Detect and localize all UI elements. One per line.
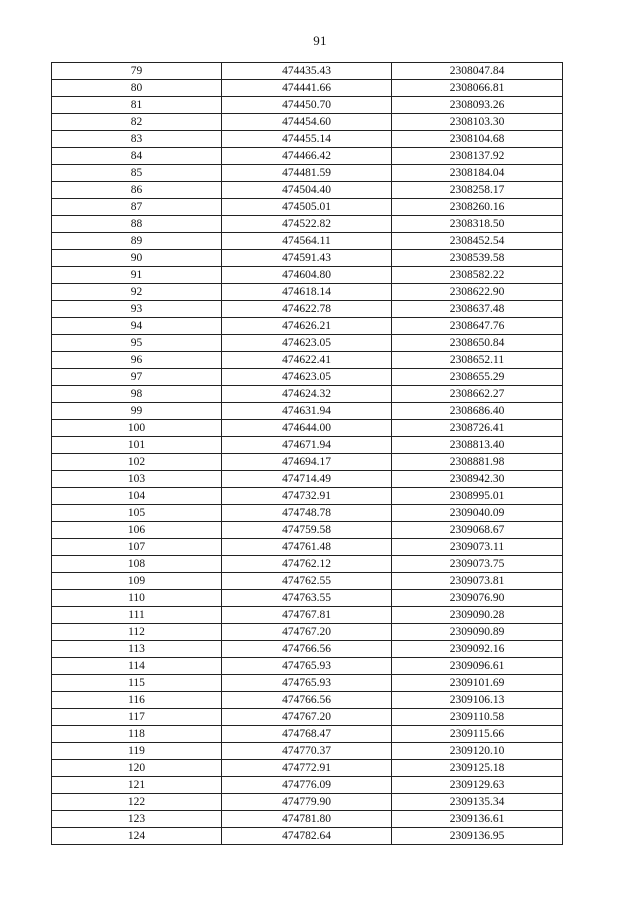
table-row [52, 301, 563, 318]
point-number-cell: 97 [52, 369, 222, 386]
x-coordinate-cell: 474770.37 [222, 743, 392, 760]
table-row [52, 794, 563, 811]
table-row [52, 454, 563, 471]
table-row [52, 250, 563, 267]
table-row [52, 692, 563, 709]
x-coordinate-cell: 474623.05 [222, 369, 392, 386]
y-coordinate-cell: 2308652.11 [392, 352, 563, 369]
y-coordinate-cell: 2309125.18 [392, 760, 563, 777]
point-number-cell: 91 [52, 267, 222, 284]
point-number-cell: 106 [52, 522, 222, 539]
point-number-cell: 96 [52, 352, 222, 369]
point-number-cell: 118 [52, 726, 222, 743]
x-coordinate-cell: 474748.78 [222, 505, 392, 522]
table-row [52, 369, 563, 386]
table-row [52, 267, 563, 284]
x-coordinate-cell: 474450.70 [222, 97, 392, 114]
point-number-cell: 115 [52, 675, 222, 692]
point-number-cell: 99 [52, 403, 222, 420]
y-coordinate-cell: 2308655.29 [392, 369, 563, 386]
x-coordinate-cell: 474759.58 [222, 522, 392, 539]
y-coordinate-cell: 2309096.61 [392, 658, 563, 675]
table-row [52, 488, 563, 505]
y-coordinate-cell: 2308184.04 [392, 165, 563, 182]
x-coordinate-cell: 474766.56 [222, 692, 392, 709]
point-number-cell: 112 [52, 624, 222, 641]
table-row [52, 573, 563, 590]
y-coordinate-cell: 2309092.16 [392, 641, 563, 658]
x-coordinate-cell: 474622.41 [222, 352, 392, 369]
y-coordinate-cell: 2309129.63 [392, 777, 563, 794]
x-coordinate-cell: 474604.80 [222, 267, 392, 284]
point-number-cell: 117 [52, 709, 222, 726]
x-coordinate-cell: 474765.93 [222, 675, 392, 692]
y-coordinate-cell: 2308647.76 [392, 318, 563, 335]
x-coordinate-cell: 474763.55 [222, 590, 392, 607]
point-number-cell: 92 [52, 284, 222, 301]
x-coordinate-cell: 474441.66 [222, 80, 392, 97]
table-row [52, 726, 563, 743]
y-coordinate-cell: 2308881.98 [392, 454, 563, 471]
y-coordinate-cell: 2308093.26 [392, 97, 563, 114]
x-coordinate-cell: 474762.55 [222, 573, 392, 590]
point-number-cell: 103 [52, 471, 222, 488]
x-coordinate-cell: 474622.78 [222, 301, 392, 318]
x-coordinate-cell: 474768.47 [222, 726, 392, 743]
table-row [52, 97, 563, 114]
x-coordinate-cell: 474466.42 [222, 148, 392, 165]
point-number-cell: 119 [52, 743, 222, 760]
table-row [52, 352, 563, 369]
y-coordinate-cell: 2308726.41 [392, 420, 563, 437]
y-coordinate-cell: 2308539.58 [392, 250, 563, 267]
y-coordinate-cell: 2308650.84 [392, 335, 563, 352]
point-number-cell: 101 [52, 437, 222, 454]
x-coordinate-cell: 474504.40 [222, 182, 392, 199]
point-number-cell: 84 [52, 148, 222, 165]
x-coordinate-cell: 474781.80 [222, 811, 392, 828]
point-number-cell: 79 [52, 63, 222, 80]
table-row [52, 216, 563, 233]
point-number-cell: 107 [52, 539, 222, 556]
table-row [52, 811, 563, 828]
x-coordinate-cell: 474761.48 [222, 539, 392, 556]
table-row [52, 403, 563, 420]
y-coordinate-cell: 2309040.09 [392, 505, 563, 522]
y-coordinate-cell: 2308995.01 [392, 488, 563, 505]
point-number-cell: 87 [52, 199, 222, 216]
point-number-cell: 82 [52, 114, 222, 131]
table-row [52, 675, 563, 692]
y-coordinate-cell: 2309101.69 [392, 675, 563, 692]
x-coordinate-cell: 474455.14 [222, 131, 392, 148]
table-row [52, 335, 563, 352]
x-coordinate-cell: 474671.94 [222, 437, 392, 454]
x-coordinate-cell: 474623.05 [222, 335, 392, 352]
point-number-cell: 83 [52, 131, 222, 148]
y-coordinate-cell: 2309068.67 [392, 522, 563, 539]
y-coordinate-cell: 2308103.30 [392, 114, 563, 131]
point-number-cell: 122 [52, 794, 222, 811]
table-row [52, 556, 563, 573]
point-number-cell: 109 [52, 573, 222, 590]
point-number-cell: 105 [52, 505, 222, 522]
point-number-cell: 110 [52, 590, 222, 607]
table-row [52, 709, 563, 726]
y-coordinate-cell: 2308622.90 [392, 284, 563, 301]
x-coordinate-cell: 474694.17 [222, 454, 392, 471]
point-number-cell: 120 [52, 760, 222, 777]
table-row [52, 80, 563, 97]
point-number-cell: 80 [52, 80, 222, 97]
x-coordinate-cell: 474454.60 [222, 114, 392, 131]
y-coordinate-cell: 2308258.17 [392, 182, 563, 199]
x-coordinate-cell: 474624.32 [222, 386, 392, 403]
x-coordinate-cell: 474626.21 [222, 318, 392, 335]
table-row [52, 505, 563, 522]
point-number-cell: 81 [52, 97, 222, 114]
y-coordinate-cell: 2309136.61 [392, 811, 563, 828]
table-row [52, 641, 563, 658]
x-coordinate-cell: 474765.93 [222, 658, 392, 675]
y-coordinate-cell: 2309090.89 [392, 624, 563, 641]
y-coordinate-cell: 2308813.40 [392, 437, 563, 454]
table-row [52, 420, 563, 437]
table-row [52, 165, 563, 182]
point-number-cell: 89 [52, 233, 222, 250]
y-coordinate-cell: 2309135.34 [392, 794, 563, 811]
table-row [52, 437, 563, 454]
point-number-cell: 85 [52, 165, 222, 182]
point-number-cell: 88 [52, 216, 222, 233]
point-number-cell: 114 [52, 658, 222, 675]
y-coordinate-cell: 2308662.27 [392, 386, 563, 403]
point-number-cell: 113 [52, 641, 222, 658]
table-row [52, 777, 563, 794]
coordinates-table [51, 62, 563, 845]
x-coordinate-cell: 474779.90 [222, 794, 392, 811]
x-coordinate-cell: 474644.00 [222, 420, 392, 437]
table-row [52, 148, 563, 165]
x-coordinate-cell: 474732.91 [222, 488, 392, 505]
point-number-cell: 111 [52, 607, 222, 624]
point-number-cell: 90 [52, 250, 222, 267]
y-coordinate-cell: 2308047.84 [392, 63, 563, 80]
table-row [52, 114, 563, 131]
y-coordinate-cell: 2309115.66 [392, 726, 563, 743]
point-number-cell: 108 [52, 556, 222, 573]
x-coordinate-cell: 474782.64 [222, 828, 392, 845]
y-coordinate-cell: 2309073.81 [392, 573, 563, 590]
table-row [52, 284, 563, 301]
x-coordinate-cell: 474481.59 [222, 165, 392, 182]
x-coordinate-cell: 474505.01 [222, 199, 392, 216]
point-number-cell: 121 [52, 777, 222, 794]
point-number-cell: 98 [52, 386, 222, 403]
x-coordinate-cell: 474767.20 [222, 624, 392, 641]
y-coordinate-cell: 2309073.11 [392, 539, 563, 556]
y-coordinate-cell: 2308137.92 [392, 148, 563, 165]
y-coordinate-cell: 2308066.81 [392, 80, 563, 97]
point-number-cell: 102 [52, 454, 222, 471]
table-row [52, 386, 563, 403]
page-number: 91 [313, 33, 327, 48]
x-coordinate-cell: 474767.20 [222, 709, 392, 726]
y-coordinate-cell: 2308104.68 [392, 131, 563, 148]
point-number-cell: 116 [52, 692, 222, 709]
y-coordinate-cell: 2308260.16 [392, 199, 563, 216]
x-coordinate-cell: 474762.12 [222, 556, 392, 573]
x-coordinate-cell: 474591.43 [222, 250, 392, 267]
table-row [52, 471, 563, 488]
table-row [52, 590, 563, 607]
table-row [52, 624, 563, 641]
x-coordinate-cell: 474772.91 [222, 760, 392, 777]
x-coordinate-cell: 474766.56 [222, 641, 392, 658]
x-coordinate-cell: 474522.82 [222, 216, 392, 233]
table-row [52, 607, 563, 624]
coordinates-table-body [52, 63, 563, 845]
point-number-cell: 93 [52, 301, 222, 318]
table-row [52, 182, 563, 199]
y-coordinate-cell: 2309110.58 [392, 709, 563, 726]
y-coordinate-cell: 2308452.54 [392, 233, 563, 250]
point-number-cell: 100 [52, 420, 222, 437]
y-coordinate-cell: 2308942.30 [392, 471, 563, 488]
point-number-cell: 94 [52, 318, 222, 335]
table-row [52, 522, 563, 539]
point-number-cell: 124 [52, 828, 222, 845]
table-row [52, 743, 563, 760]
x-coordinate-cell: 474714.49 [222, 471, 392, 488]
point-number-cell: 86 [52, 182, 222, 199]
y-coordinate-cell: 2308686.40 [392, 403, 563, 420]
y-coordinate-cell: 2309090.28 [392, 607, 563, 624]
table-row [52, 63, 563, 80]
point-number-cell: 123 [52, 811, 222, 828]
y-coordinate-cell: 2308318.50 [392, 216, 563, 233]
y-coordinate-cell: 2309076.90 [392, 590, 563, 607]
table-row [52, 760, 563, 777]
x-coordinate-cell: 474776.09 [222, 777, 392, 794]
table-row [52, 318, 563, 335]
x-coordinate-cell: 474631.94 [222, 403, 392, 420]
table-row [52, 199, 563, 216]
y-coordinate-cell: 2309120.10 [392, 743, 563, 760]
point-number-cell: 95 [52, 335, 222, 352]
y-coordinate-cell: 2308582.22 [392, 267, 563, 284]
table-row [52, 539, 563, 556]
x-coordinate-cell: 474618.14 [222, 284, 392, 301]
y-coordinate-cell: 2309136.95 [392, 828, 563, 845]
table-row [52, 233, 563, 250]
x-coordinate-cell: 474767.81 [222, 607, 392, 624]
y-coordinate-cell: 2308637.48 [392, 301, 563, 318]
x-coordinate-cell: 474435.43 [222, 63, 392, 80]
table-row [52, 131, 563, 148]
y-coordinate-cell: 2309073.75 [392, 556, 563, 573]
table-row [52, 658, 563, 675]
table-row [52, 828, 563, 845]
y-coordinate-cell: 2309106.13 [392, 692, 563, 709]
x-coordinate-cell: 474564.11 [222, 233, 392, 250]
point-number-cell: 104 [52, 488, 222, 505]
